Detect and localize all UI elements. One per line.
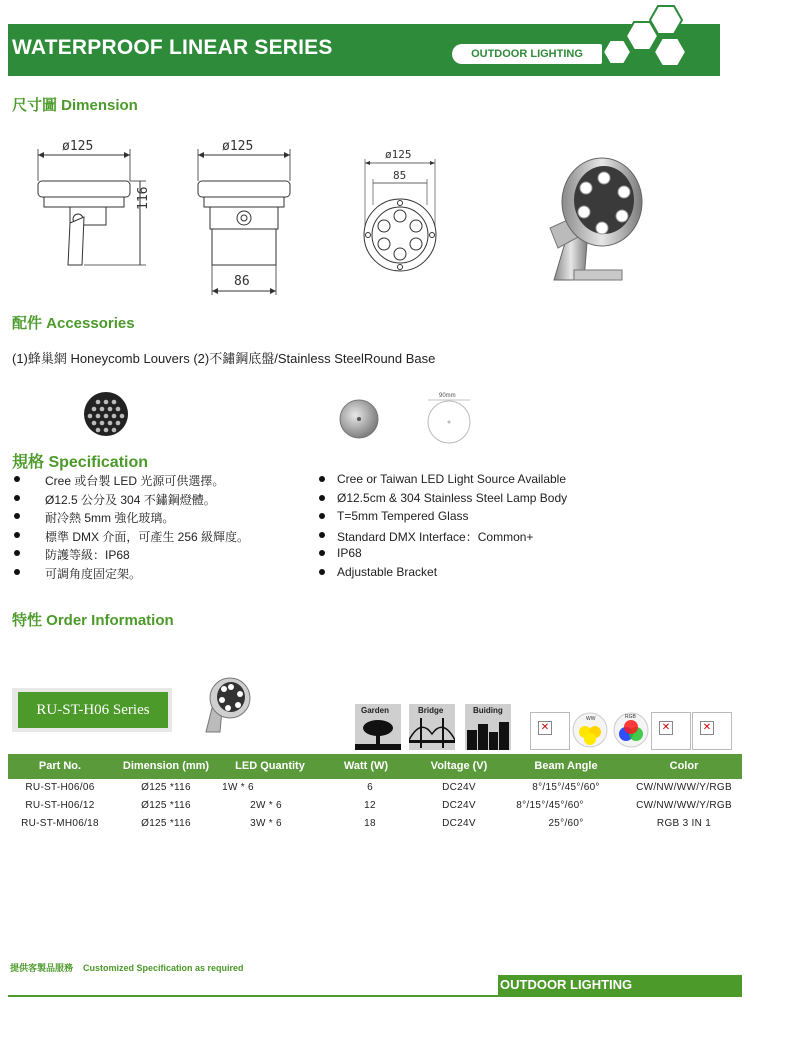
table-cell: RU-ST-MH06/18: [21, 818, 99, 829]
table-cell: 8°/15°/45°/60°: [532, 782, 600, 793]
table-cell: DC24V: [442, 818, 476, 829]
spec-item-en-3: T=5mm Tempered Glass: [337, 509, 469, 523]
column-header-dimension: Dimension (mm): [122, 760, 210, 772]
table-cell: 2W * 6: [250, 800, 282, 811]
footer-bar-label: OUTDOOR LIGHTING: [500, 977, 633, 992]
bullet: [319, 495, 325, 501]
product-photo: [540, 140, 650, 290]
table-cell: DC24V: [442, 800, 476, 811]
table-cell: 6: [367, 782, 373, 793]
page-title: WATERPROOF LINEAR SERIES: [12, 36, 333, 59]
dimension-label-outer-diameter: ø125: [385, 148, 412, 161]
spec-item-zh-6: 可調角度固定架。: [45, 567, 142, 581]
dimension-label-height: 116: [136, 186, 151, 210]
series-badge: RU-ST-H06 Series: [18, 692, 168, 728]
table-cell: DC24V: [442, 782, 476, 793]
bullet: [14, 532, 20, 538]
table-cell: 3W * 6: [250, 818, 282, 829]
rgb-label: RGB: [625, 714, 636, 720]
table-cell: 1W * 6: [222, 782, 254, 793]
table-cell: Ø125 *116: [141, 782, 191, 793]
round-base-size-label: 90mm: [439, 393, 456, 399]
spec-item-zh-4: 標準 DMX 介面，可產生 256 級輝度。: [45, 530, 250, 544]
spec-item-zh-1: Cree 或台製 LED 光源可供選擇。: [45, 474, 225, 488]
spec-item-en-5: IP68: [337, 546, 362, 560]
garden-label: Garden: [361, 706, 390, 715]
column-header-part-no: Part No.: [38, 760, 82, 772]
footer-bar: [498, 975, 742, 995]
table-cell: CW/NW/WW/Y/RGB: [636, 800, 732, 811]
spec-item-zh-5: 防護等級：IP68: [45, 548, 130, 562]
table-cell: 25°/60°: [548, 818, 584, 829]
bridge-label: Bridge: [418, 706, 444, 715]
category-tag: [452, 44, 602, 64]
bullet: [14, 476, 20, 482]
top-view-drawing: [355, 145, 445, 280]
bullet: [14, 513, 20, 519]
round-base-drawing: [424, 392, 474, 446]
bullet: [14, 495, 20, 501]
bullet: [14, 550, 20, 556]
specification-heading: 規格 Specification: [12, 454, 149, 471]
table-cell: Ø125 *116: [141, 800, 191, 811]
table-cell: 12: [364, 800, 376, 811]
spec-item-en-4: Standard DMX Interface：Common+: [337, 530, 534, 544]
bullet: [319, 476, 325, 482]
honeycomb-louver-image: [82, 390, 130, 438]
bullet: [319, 550, 325, 556]
spec-item-zh-3: 耐冷熱 5mm 強化玻璃。: [45, 511, 175, 525]
bullet: [319, 569, 325, 575]
column-header-voltage: Voltage (V): [430, 760, 488, 772]
dimension-label-inner-width: 85: [393, 169, 407, 182]
dimension-heading: 尺寸圖 Dimension: [12, 97, 138, 114]
table-cell: RU-ST-H06/06: [25, 782, 95, 793]
table-cell: 18: [364, 818, 376, 829]
table-cell: RU-ST-H06/12: [25, 800, 95, 811]
bullet: [319, 532, 325, 538]
bullet: [319, 513, 325, 519]
accessories-heading: 配件 Accessories: [12, 315, 135, 332]
accessories-description: (1)蜂巢網 Honeycomb Louvers (2)不鏽鋼底盤/Stainless SteelRound Base: [12, 351, 436, 366]
dimension-label-width: 86: [234, 274, 250, 289]
bullet: [14, 569, 20, 575]
side-view-drawing: [30, 135, 170, 295]
order-heading: 特性 Order Information: [12, 612, 174, 629]
spec-item-en-2: Ø12.5cm & 304 Stainless Steel Lamp Body: [337, 491, 568, 505]
series-product-thumbnail: [198, 674, 254, 736]
table-cell: CW/NW/WW/Y/RGB: [636, 782, 732, 793]
warm-white-label: WW: [586, 716, 596, 722]
spec-item-en-6: Adjustable Bracket: [337, 565, 438, 579]
round-base-image: [338, 398, 380, 440]
broken-image-icon: ✕: [651, 712, 691, 750]
hexagon-decoration: [600, 0, 710, 72]
dimension-label-diameter-side: ø125: [62, 139, 94, 154]
building-label: Buiding: [473, 706, 503, 715]
broken-image-icon: ✕: [692, 712, 732, 750]
column-header-watt: Watt (W): [343, 760, 389, 772]
column-header-color: Color: [669, 760, 699, 772]
customization-note: 提供客製品服務 Customized Specification as required: [10, 963, 244, 973]
footer-rule: [8, 995, 742, 997]
spec-item-en-1: Cree or Taiwan LED Light Source Available: [337, 472, 567, 486]
table-cell: RGB 3 IN 1: [656, 818, 712, 829]
spec-item-zh-2: Ø12.5 公分及 304 不鏽鋼燈體。: [45, 493, 216, 507]
broken-image-icon: ✕: [530, 712, 570, 750]
table-cell: 8°/15°/45°/60°: [516, 800, 584, 811]
column-header-led-quantity: LED Quantity: [235, 760, 305, 772]
category-tag-label: OUTDOOR LIGHTING: [471, 48, 583, 60]
table-cell: Ø125 *116: [141, 818, 191, 829]
dimension-label-diameter-front: ø125: [222, 139, 254, 154]
column-header-beam-angle: Beam Angle: [534, 760, 598, 772]
